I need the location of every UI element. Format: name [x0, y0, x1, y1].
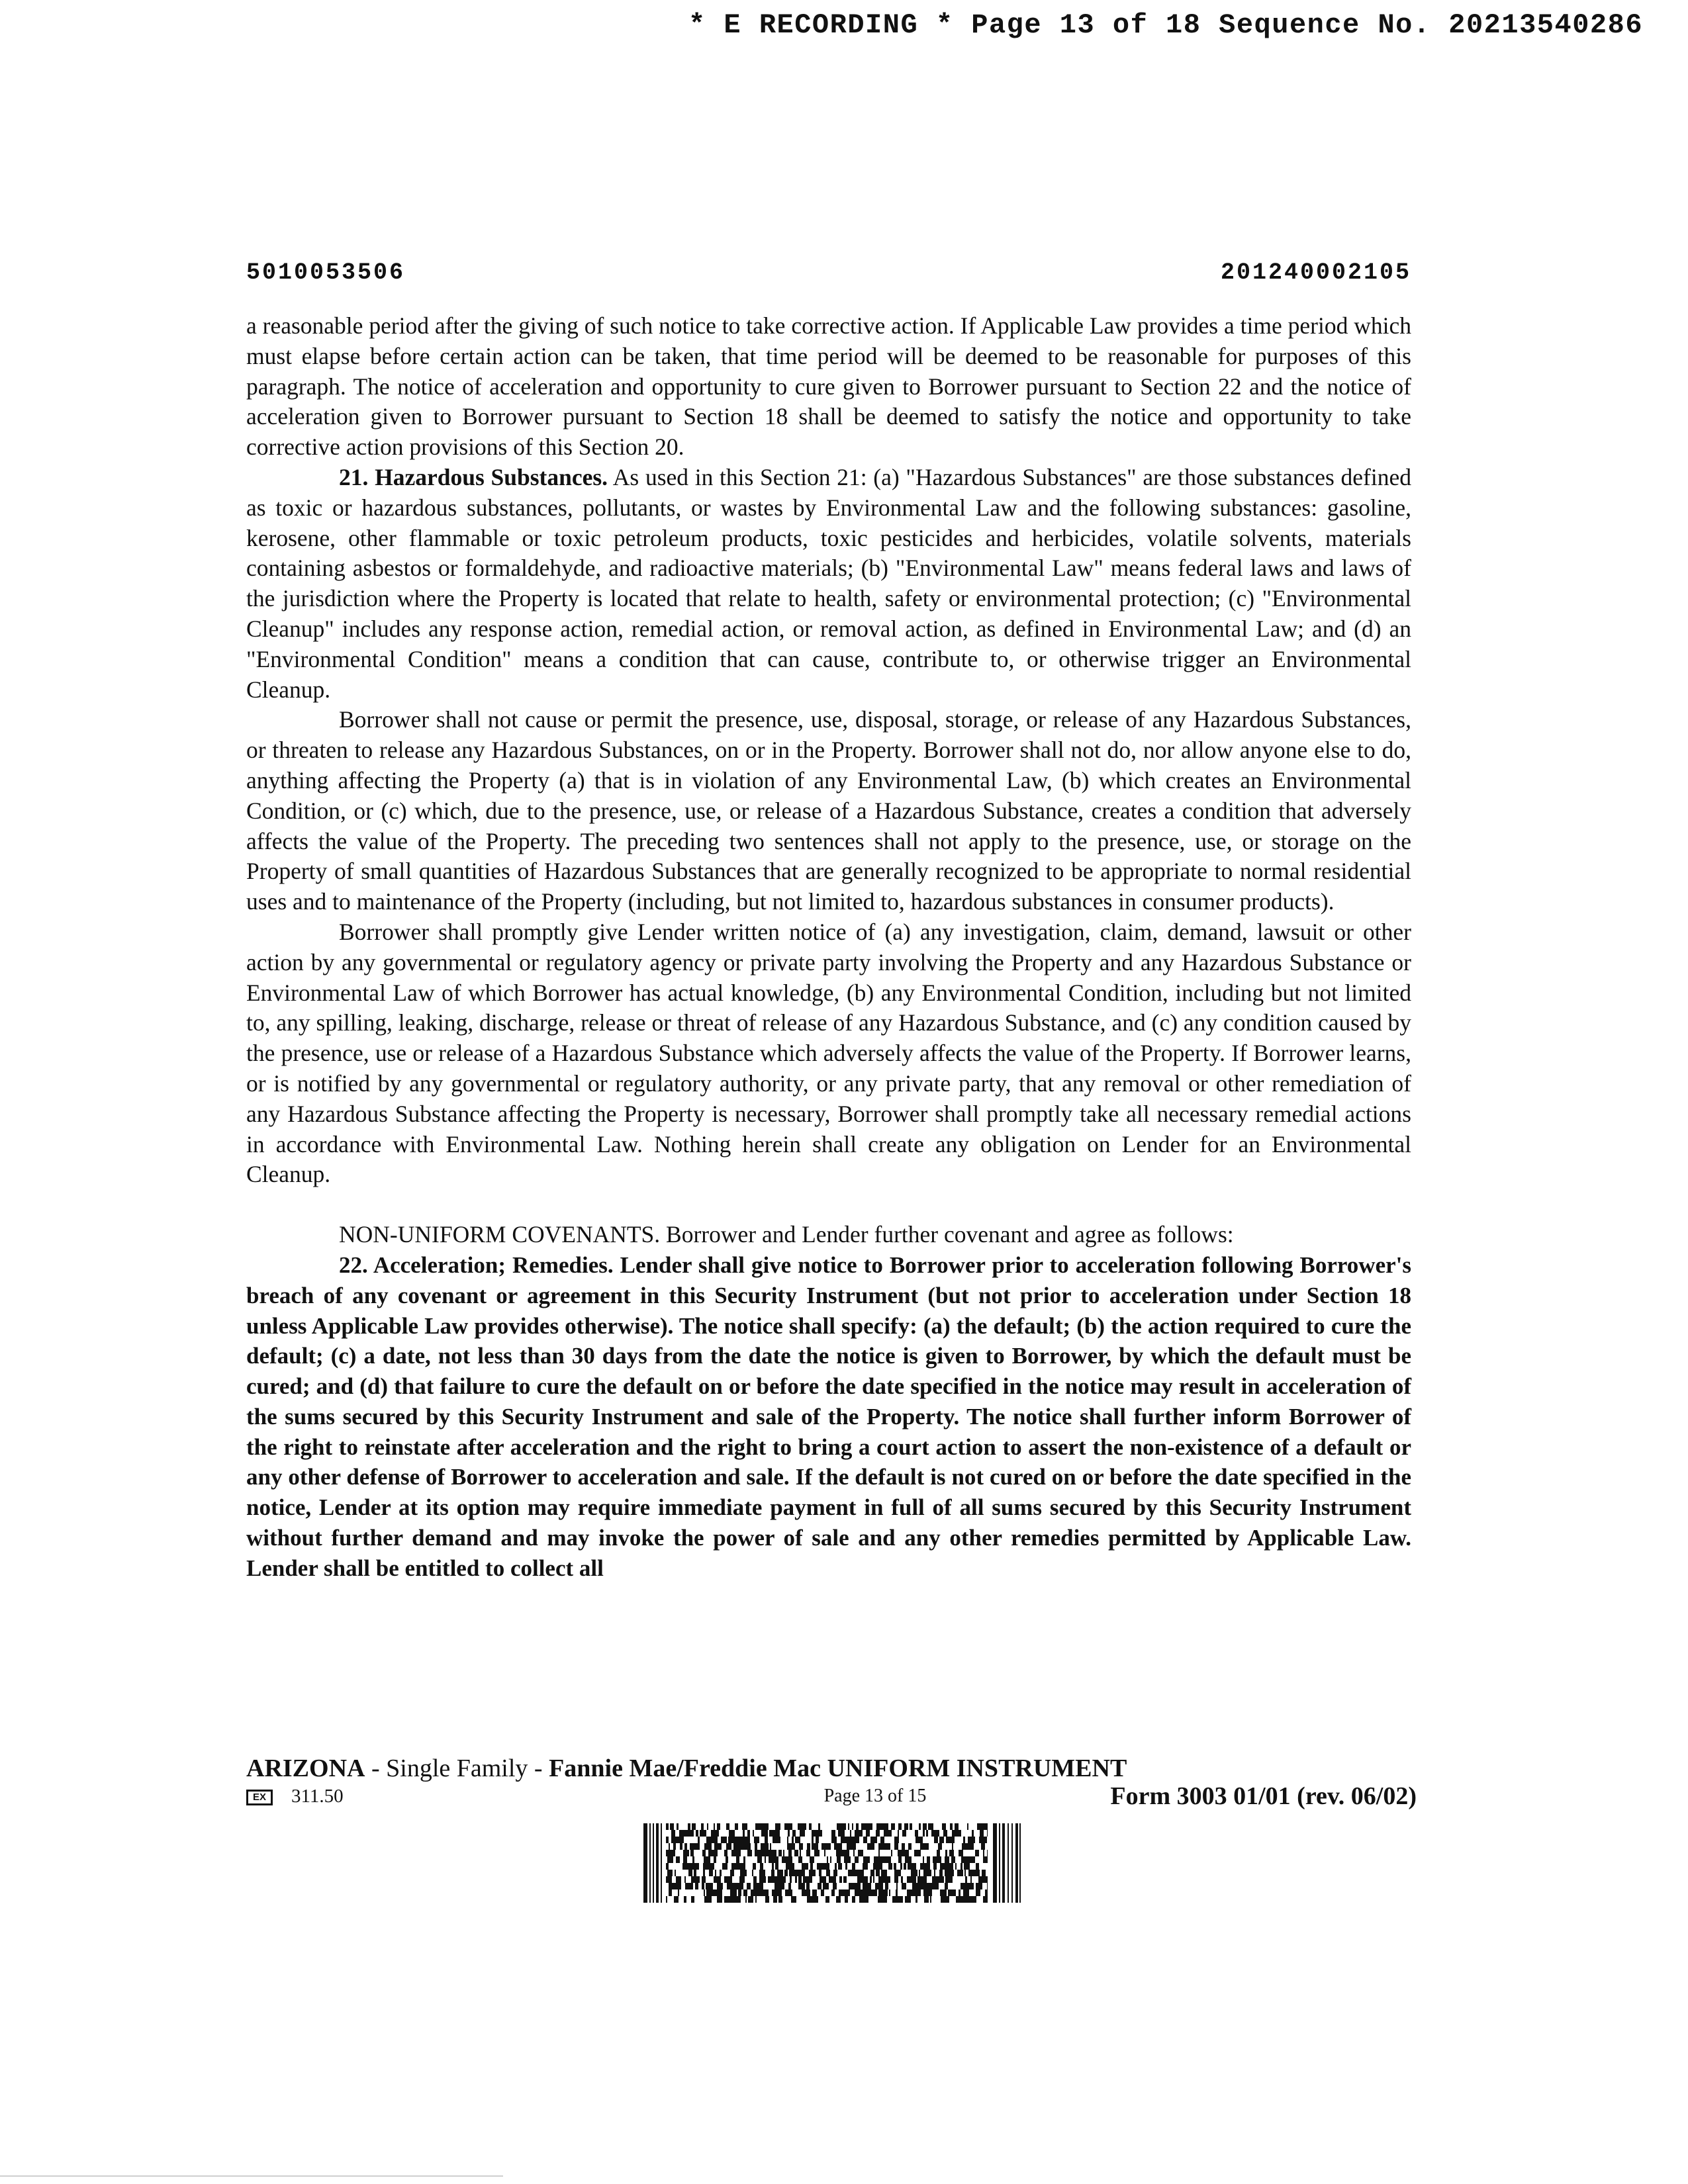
paragraph-hazardous-notice: Borrower shall promptly give Lender written notice of (a) any investigation, claim, demand, lawsuit or other action by any governmental or regulatory agency or private party involving the Property and any Hazardous Substance or Environmental Law of which Borrower has actual knowledge, (b) any Environmental Condition, including but not limited to, any spilling, leaking, discharge, release or threat of release of any Hazardous Substance, and (c) any condition caused by the presence, use or release of a Hazardous Substance which adversely affects the value of the Property. If Borrower learns, or is notified by any governmental or regulatory authority, or any private party, that any removal or other remediation of any Hazardous Substance affecting the Property is necessary, Borrower shall promptly take all necessary remedial actions in accordance with Environmental Law. Nothing herein shall create any obligation on Lender for an Environmental Cleanup. — [246, 918, 1411, 1188]
form-code: 311.50 — [291, 1786, 344, 1807]
section-21-text: As used in this Section 21: (a) "Hazardous Substances" are those substances defined as toxic or hazardous substances, pollutants, or wastes by Environmental Law and the following substances: gasoline, kerosene, other flammable or toxic petroleum products, toxic pesticides and herbicides, volatile solvents, materials containing asbestos or formaldehyde, and radioactive materials; (b) "Environmental Law" means federal laws and laws of the jurisdiction where the Property is located that relate to health, safety or environmental protection; (c) "Environmental Cleanup" includes any response action, remedial action, or removal action, as defined in Environmental Law; and (d) an "Environmental Condition" means a condition that can cause, contribute to, or otherwise trigger an Environmental Cleanup. — [246, 463, 1411, 703]
footer-instrument: Fannie Mae/Freddie Mac UNIFORM INSTRUMENT — [549, 1754, 1127, 1782]
document-body — [246, 311, 1411, 1584]
pdf417-barcode — [643, 1823, 1022, 1903]
scan-edge-line — [0, 2175, 503, 2177]
footer-form-line — [246, 1782, 1417, 1815]
page-number: Page 13 of 15 — [823, 1786, 927, 1806]
recording-stamp: * E RECORDING * Page 13 of 18 Sequence No. 20213540286 — [688, 9, 1644, 41]
section-22-acceleration: 22. Acceleration; Remedies. Lender shall give notice to Borrower prior to acceleration following Borrower's breach of any covenant or agreement in this Security Instrument (but not prior to acceleration under Section 18 unless Applicable Law provides otherwise). The notice shall specify: (a) the default; (b) the action required to cure the default; (c) a date, not less than 30 days from the date the notice is given to Borrower, by which the default must be cured; and (d) that failure to cure the default on or before the date specified in the notice may result in acceleration of the sums secured by this Security Instrument and sale of the Property. The notice shall further inform Borrower of the right to reinstate after acceleration and the right to bring a court action to assert the non-existence of a default or any other defense of Borrower to acceleration and sale. If the default is not cured on or before the date specified in the notice, Lender at its option may require immediate payment in full of all sums secured by this Security Instrument without further demand and may invoke the power of sale and any other remedies permitted by Applicable Law. Lender shall be entitled to collect all — [246, 1251, 1411, 1581]
section-21-heading: 21. Hazardous Substances. — [339, 463, 608, 490]
footer-instrument-title — [246, 1754, 1411, 1783]
paragraph-hazardous-use: Borrower shall not cause or permit the presence, use, disposal, storage, or release of any Hazardous Substances, or threaten to release any Hazardous Substances, on or in the Property. Borrower shall not do, nor allow anyone else to do, anything affecting the Property (a) that is in violation of any Environmental Law, (b) which creates an Environmental Condition, or (c) which, due to the presence, use, or release of a Hazardous Substance, creates a condition that adversely affects the value of the Property. The preceding two sentences shall not apply to the presence, use, or storage on the Property of small quantities of Hazardous Substances that are generally recognized to be appropriate to normal residential uses and to maintenance of the Property (including, but not limited to, hazardous substances in consumer products). — [246, 706, 1411, 915]
non-uniform-covenants-intro: NON-UNIFORM COVENANTS. Borrower and Lender further covenant and agree as follows: — [339, 1221, 1234, 1248]
footer-separator: - Single Family - — [365, 1754, 549, 1782]
paragraph-section-20-continued: a reasonable period after the giving of such notice to take corrective action. If Applicable Law provides a time period which must elapse before certain action can be taken, that time period will be deemed to be reasonable for purposes of this paragraph. The notice of acceleration and opportunity to cure given to Borrower pursuant to Section 22 and the notice of acceleration given to Borrower pursuant to Section 18 shall be deemed to satisfy the notice and opportunity to take corrective action provisions of this Section 20. — [246, 312, 1411, 461]
loan-number: 5010053506 — [246, 259, 406, 286]
document-number: 201240002105 — [1220, 259, 1411, 286]
barcode-pattern — [666, 1823, 988, 1903]
ex-logo-icon: EX — [246, 1790, 273, 1805]
footer-state: ARIZONA — [246, 1754, 365, 1782]
paragraph-section-21 — [246, 463, 1411, 705]
form-id: Form 3003 01/01 (rev. 06/02) — [1110, 1782, 1417, 1810]
